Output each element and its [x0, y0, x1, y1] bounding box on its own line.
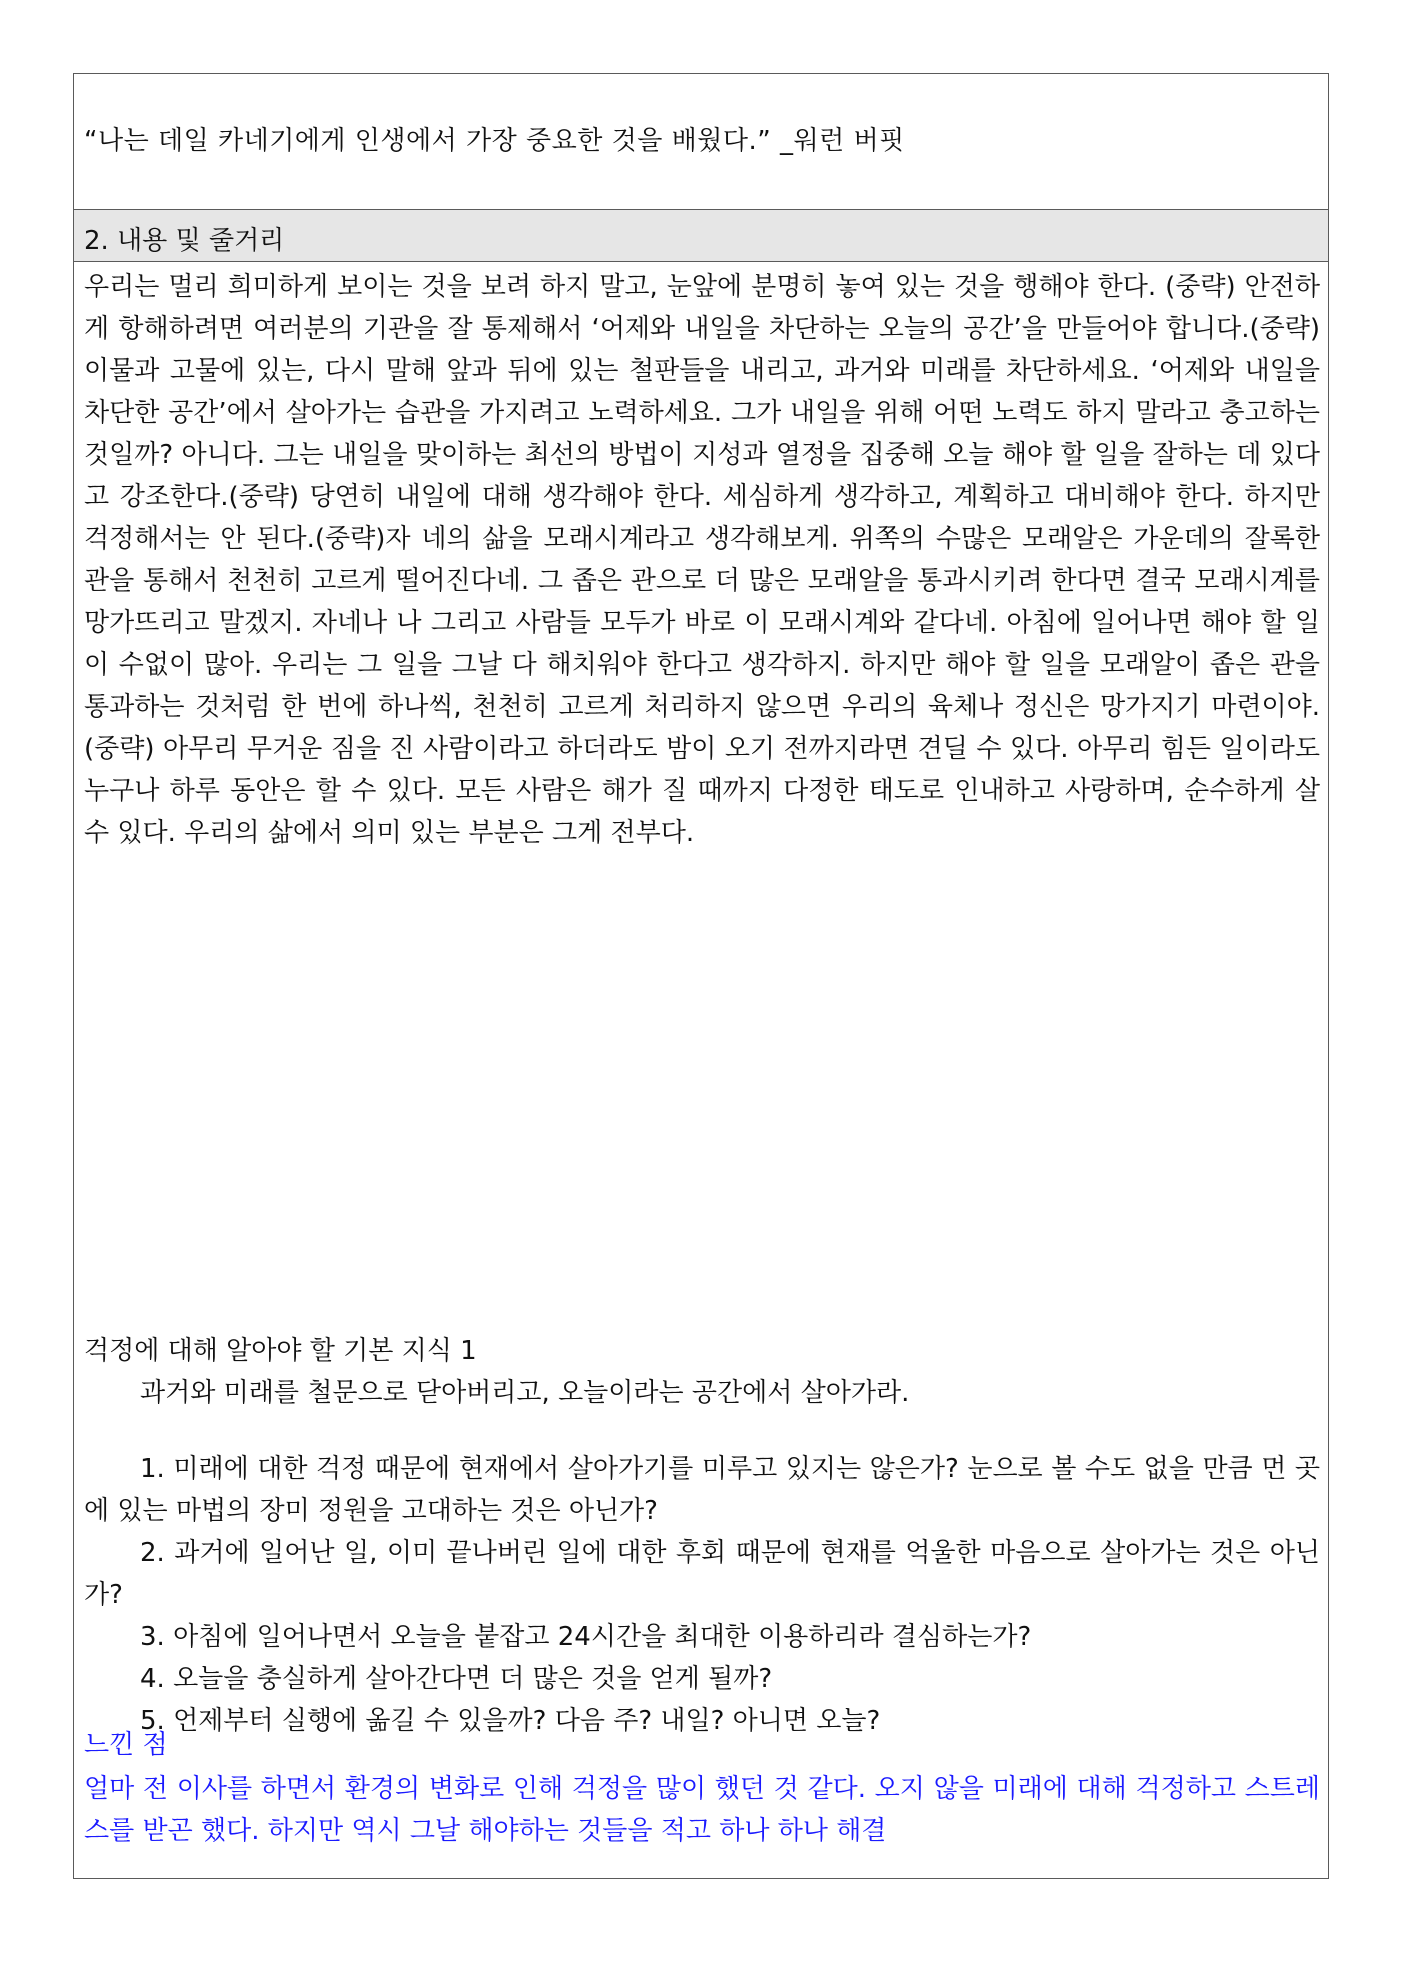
- body-paragraph: 우리는 멀리 희미하게 보이는 것을 보려 하지 말고, 눈앞에 분명히 놓여 있는 것을 행해야 한다. (중략) 안전하게 항해하려면 여러분의 기관을 잘 통제해서 ‘어제와 내일을 차단하는 오늘의 공간’을 만들어야 합니다.(중략) 이물과 고물에 있는, 다시 말해 앞과 뒤에 있는 철판들을 내리고, 과거와 미래를 차단하세요. ‘어제와 내일을 차단한 공간’에서 살아가는 습관을 가지려고 노력하세요. 그가 내일을 위해 어떤 노력도 하지 말라고 충고하는 것일까? 아니다. 그는 내일을 맞이하는 최선의 방법이 지성과 열정을 집중해 오늘 해야 할 일을 잘하는 데 있다고 강조한다.(중략) 당연히 내일에 대해 생각해야 한다. 세심하게 생각하고, 계획하고 대비해야 한다. 하지만 걱정해서는 안 된다.(중략)자 네의 삶을 모래시계라고 생각해보게. 위쪽의 수많은 모래알은 가운데의 잘록한 관을 통해서 천천히 고르게 떨어진다네. 그 좁은 관으로 더 많은 모래알을 통과시키려 한다면 결국 모래시계를 망가뜨리고 말겠지. 자네나 나 그리고 사람들 모두가 바로 이 모래시계와 같다네. 아침에 일어나면 해야 할 일이 수없이 많아. 우리는 그 일을 그날 다 해치워야 한다고 생각하지. 하지만 해야 할 일을 모래알이 좁은 관을 통과하는 것처럼 한 번에 하나씩, 천천히 고르게 처리하지 않으면 우리의 육체나 정신은 망가지기 마련이야. (중략) 아무리 무거운 짐을 진 사람이라고 하더라도 밤이 오기 전까지라면 견딜 수 있다. 아무리 힘든 일이라도 누구나 하루 동안은 할 수 있다. 모든 사람은 해가 질 때까지 다정한 태도로 인내하고 사랑하며, 순수하게 살 수 있다. 우리의 삶에서 의미 있는 부분은 그게 전부다.: [84, 272, 1320, 848]
- question-item: 5. 언제부터 실행에 옮길 수 있을까? 다음 주? 내일? 아니면 오늘?: [140, 1706, 881, 1736]
- question-item: 2. 과거에 일어난 일, 이미 끝나버린 일에 대한 후회 때문에 현재를 억울한 마음으로 살아가는 것은 아닌가?: [84, 1538, 1320, 1610]
- question-item: 1. 미래에 대한 걱정 때문에 현재에서 살아가기를 미루고 있지는 않은가? 눈으로 볼 수도 없을 만큼 먼 곳에 있는 마법의 장미 정원을 고대하는 것은 아닌가?: [84, 1454, 1320, 1526]
- question-item: 3. 아침에 일어나면서 오늘을 붙잡고 24시간을 최대한 이용하리라 결심하는가?: [140, 1622, 1032, 1652]
- knowledge-subtitle: 과거와 미래를 철문으로 닫아버리고, 오늘이라는 공간에서 살아가라.: [140, 1378, 910, 1408]
- quote-row: [74, 74, 1328, 210]
- content-row: [74, 262, 1328, 1878]
- knowledge-title: 걱정에 대해 알아야 할 기본 지식 1: [84, 1336, 477, 1366]
- quote-text: “나는 데일 카네기에게 인생에서 가장 중요한 것을 배웠다.” _워런 버핏: [84, 126, 905, 156]
- document-table: [73, 73, 1329, 1879]
- question-list: [84, 1448, 1320, 1742]
- question-item: 4. 오늘을 충실하게 살아간다면 더 많은 것을 얻게 될까?: [140, 1664, 773, 1694]
- section-heading-row: [74, 210, 1328, 262]
- impression-text: 얼마 전 이사를 하면서 환경의 변화로 인해 걱정을 많이 했던 것 같다. 오지 않을 미래에 대해 걱정하고 스트레스를 받곤 했다. 하지만 역시 그날 해야하는 것들을 적고 하나 하나 해결: [84, 1774, 1320, 1846]
- impression-title: 느낀 점: [84, 1730, 168, 1760]
- section-heading: 2. 내용 및 줄거리: [84, 226, 285, 256]
